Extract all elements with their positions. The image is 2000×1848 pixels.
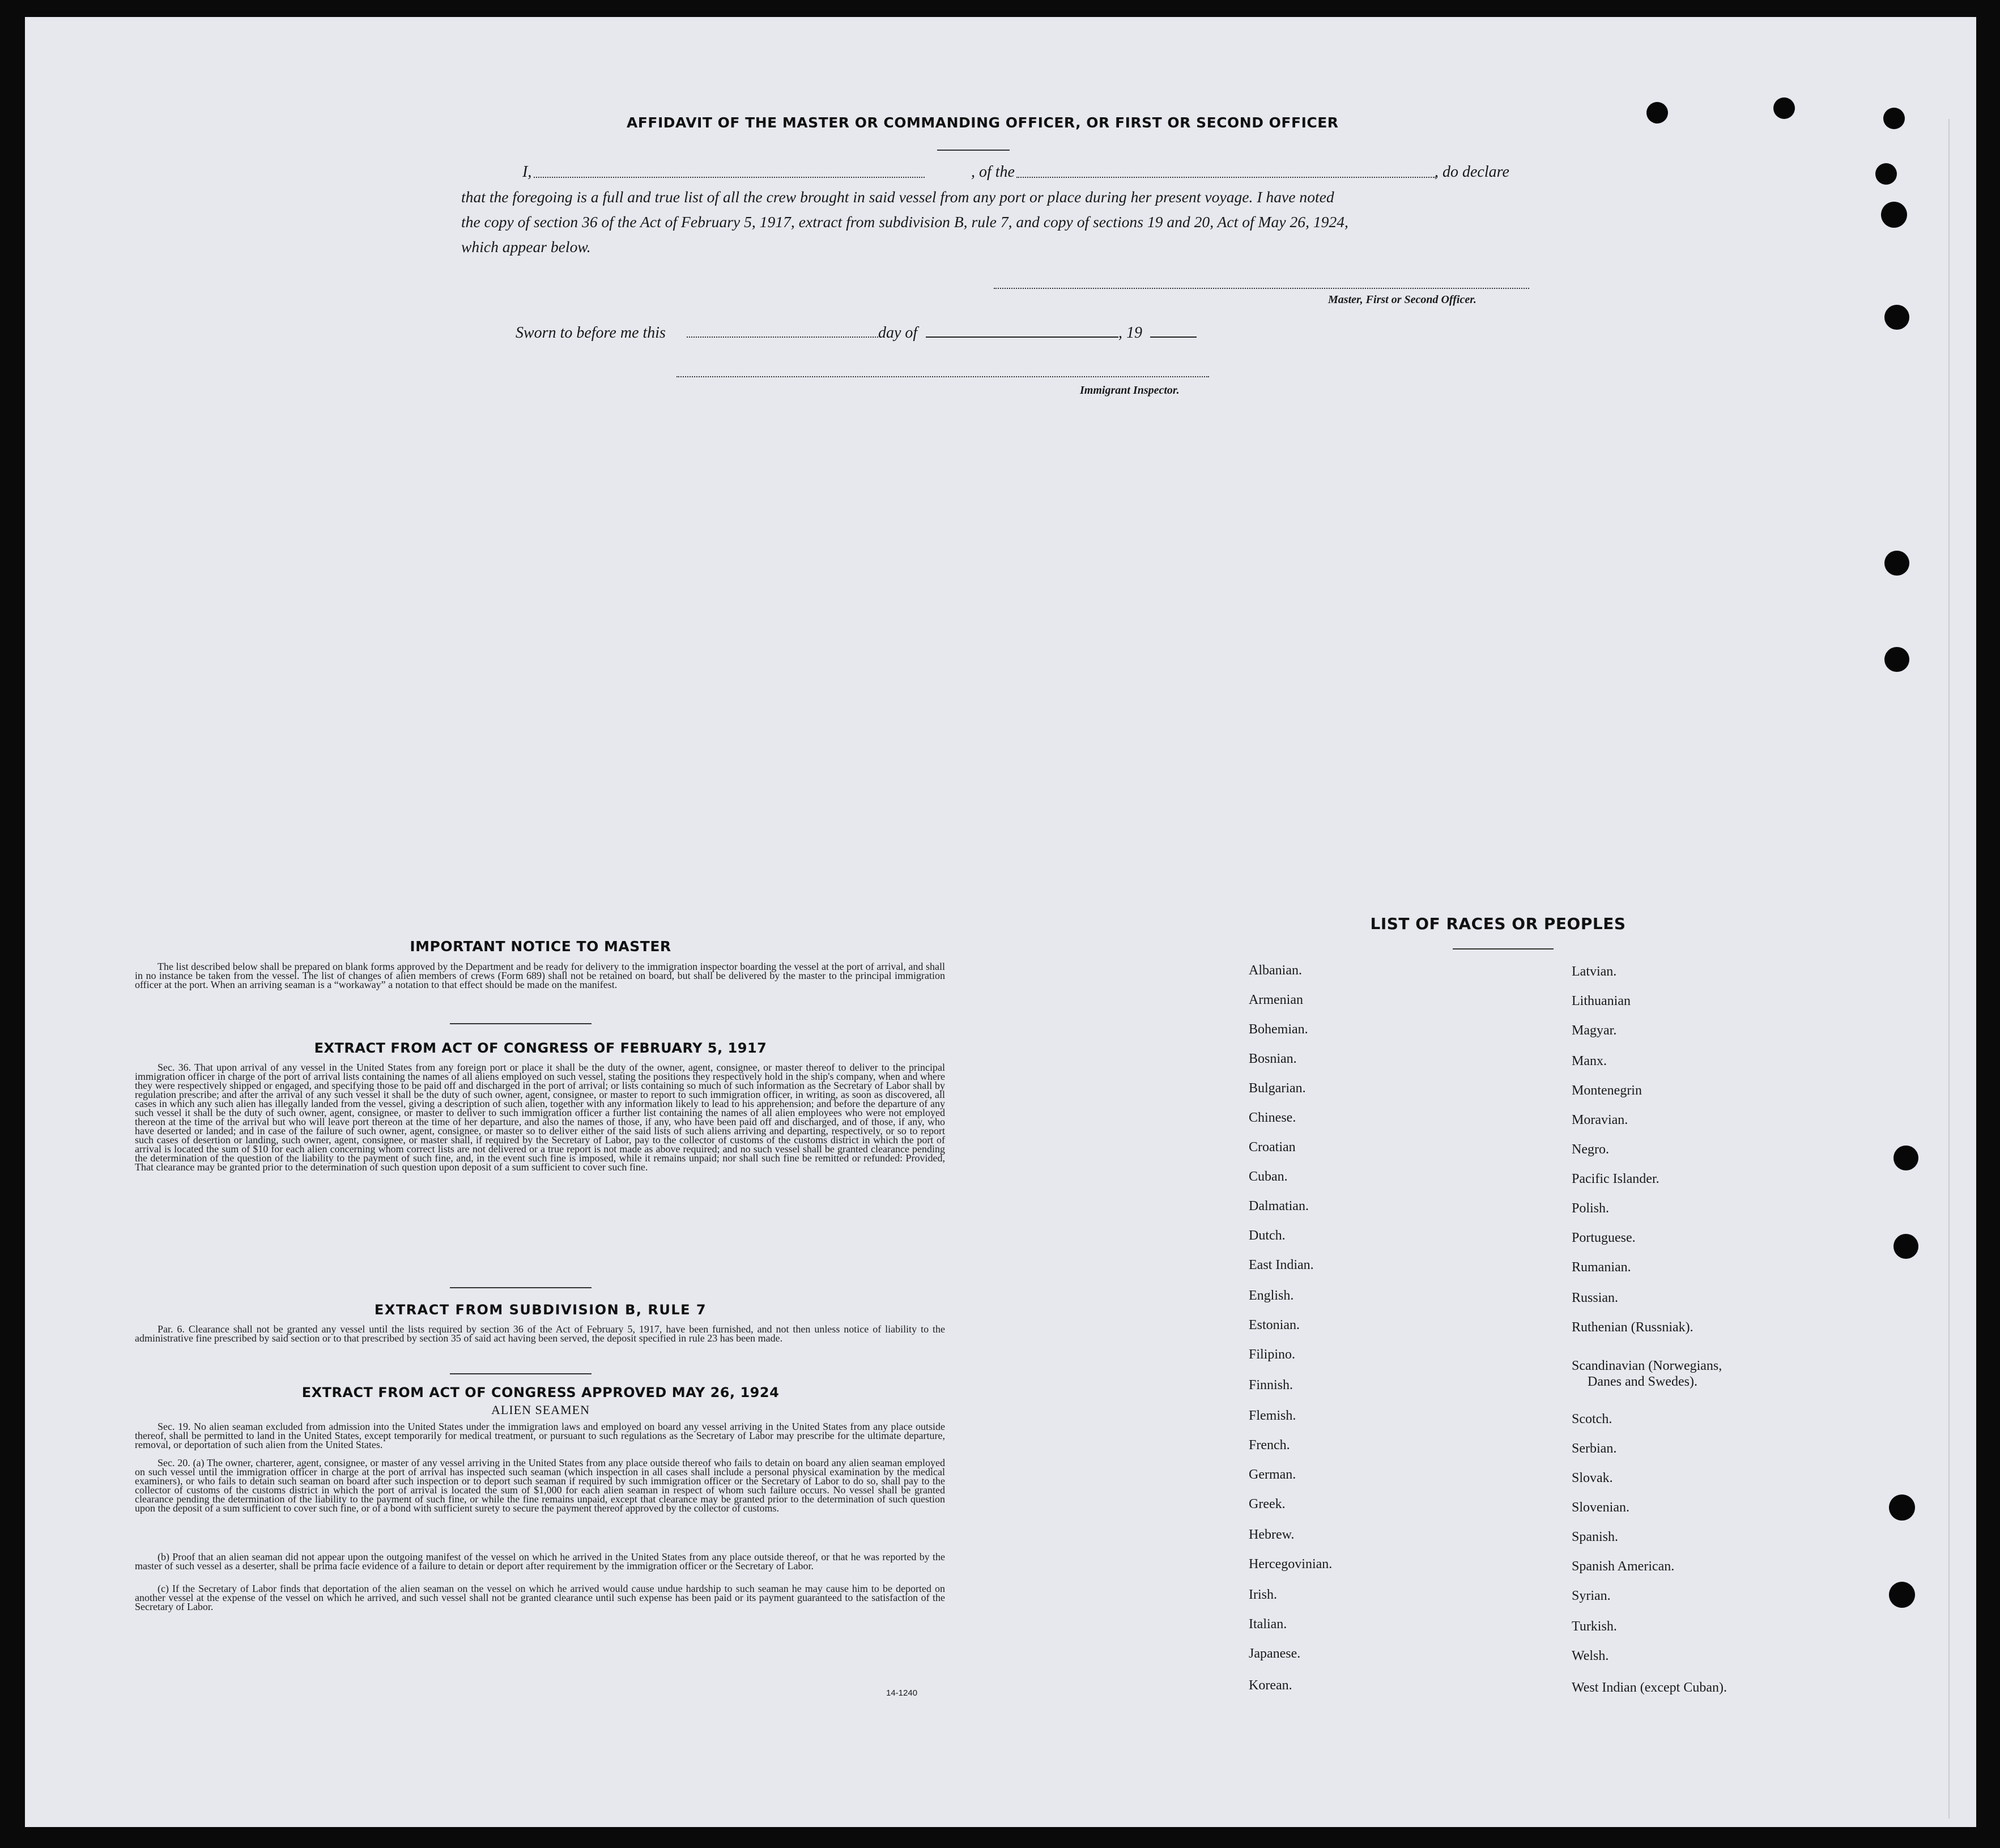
punch-hole — [1884, 647, 1909, 672]
race-item: Rumanian. — [1572, 1260, 1631, 1275]
extract-1917-title: EXTRACT FROM ACT OF CONGRESS OF FEBRUARY 5, 1917 — [314, 1040, 767, 1056]
sworn-label: Sworn to before me this — [516, 324, 666, 342]
race-item: Flemish. — [1249, 1408, 1296, 1423]
race-item: Moravian. — [1572, 1113, 1628, 1127]
race-item: Slovak. — [1572, 1471, 1613, 1485]
race-item: Cuban. — [1249, 1169, 1288, 1184]
race-item: Negro. — [1572, 1142, 1609, 1157]
race-item: Croatian — [1249, 1140, 1296, 1155]
races-title: LIST OF RACES OR PEOPLES — [1370, 914, 1626, 933]
race-item: West Indian (except Cuban). — [1572, 1680, 1727, 1695]
race-item: Armenian — [1249, 993, 1303, 1007]
month-line — [926, 337, 1118, 338]
fold-line — [1948, 119, 1950, 1819]
race-item: Ruthenian (Russniak). — [1572, 1320, 1693, 1335]
race-item: Scandinavian (Norwegians, — [1572, 1359, 1722, 1373]
inspector-signature-line — [676, 376, 1209, 377]
race-item: Portuguese. — [1572, 1230, 1636, 1245]
race-item: Albanian. — [1249, 963, 1302, 978]
race-item: Syrian. — [1572, 1589, 1611, 1603]
inspector-label: Immigrant Inspector. — [1080, 384, 1180, 397]
name-line — [534, 177, 925, 178]
affidavit-line-3: which appear below. — [461, 238, 591, 256]
race-item: Polish. — [1572, 1201, 1610, 1216]
race-item: Irish. — [1249, 1587, 1277, 1602]
race-item: Hebrew. — [1249, 1527, 1295, 1542]
notice-rule — [450, 1023, 592, 1024]
day-of-label: day of — [878, 324, 918, 342]
extract-1917-text: Sec. 36. That upon arrival of any vessel in the United States from any foreign port or place it shall be the duty of the owner, agent, consignee, or master thereof to deliver to the principal immigration officer in charge of the port of arrival lists containing the names of all aliens employed on such vessel, stating the positions they respectively hold in the ship's company, when and where they were respectively shipped or engaged, and specifying those to be paid off and discharged in the port of arrival; or lists containing so much of such information as the Secretary of Labor shall by regulation prescribe; and after the arrival of any such vessel it shall be the duty of such owner, agent, consignee, or master to report to such immigration officer, in writing, as soon as discovered, all cases in which any such alien has illegally landed from the vessel, giving a description of such alien, together with any information likely to lead to his apprehension; and before the departure of any such vessel it shall be the duty of such owner, agent, consignee, or master to deliver to such immigration officer a further list containing the names of all alien employees who were not employed thereon at the time of the arrival but who will leave port thereon at the time of her departure, and also the names of those, if any, who have been paid off and discharged, and of those, if any, who have deserted or landed; and in case of the failure of such owner, agent, consignee, or master so to deliver either of the said lists of such aliens arriving and departing, respectively, or so to report such cases of desertion or landing, such owner, agent, consignee, or master shall, if required by the Secretary of Labor, pay to the collector of customs of the customs district in which the port of arrival is located the sum of $10 for each alien concerning whom correct lists are not delivered or a true report is not made as above required; and no such vessel shall be granted clearance pending the determination of the question of the liability to the payment of such fine, and, in the event such fine is imposed, while it remains unpaid; nor shall such fine be remitted or refunded: Provided, That clearance may be granted prior to the determination of such question upon deposit of a sum sufficient to cover such fine. — [135, 1062, 945, 1173]
race-item: Filipino. — [1249, 1347, 1296, 1362]
of-the-label: , of the — [971, 163, 1015, 181]
race-item: East Indian. — [1249, 1258, 1314, 1272]
race-item: Bosnian. — [1249, 1051, 1297, 1066]
race-item: Hercegovinian. — [1249, 1557, 1333, 1572]
extract-rule7-title: EXTRACT FROM SUBDIVISION B, RULE 7 — [374, 1302, 707, 1318]
declare-label: , do declare — [1435, 163, 1509, 181]
year-line — [1150, 337, 1197, 338]
punch-hole — [1884, 551, 1909, 576]
master-signature-label: Master, First or Second Officer. — [1328, 293, 1476, 306]
manifest-sheet — [25, 17, 1976, 1827]
i-label: I, — [522, 163, 532, 181]
punch-hole — [1884, 305, 1909, 330]
race-item: English. — [1249, 1288, 1294, 1303]
alien-seamen-subtitle: ALIEN SEAMEN — [491, 1403, 590, 1417]
punch-hole — [1881, 202, 1907, 228]
affidavit-line-1: that the foregoing is a full and true list of all the crew brought in said vessel from any port or place during her present voyage. I have noted — [461, 188, 1334, 206]
extract-1924-title: EXTRACT FROM ACT OF CONGRESS APPROVED MAY 26, 1924 — [301, 1385, 780, 1400]
affidavit-line-2: the copy of section 36 of the Act of February 5, 1917, extract from subdivision B, rule 7, and copy of sections 19 and 20, Act of May 26, 1924, — [461, 213, 1348, 231]
race-item: Dalmatian. — [1249, 1199, 1309, 1213]
punch-hole — [1875, 163, 1897, 185]
title-rule — [937, 150, 1010, 151]
race-item: Serbian. — [1572, 1441, 1617, 1456]
race-item: Korean. — [1249, 1678, 1292, 1693]
punch-hole — [1773, 97, 1795, 119]
vessel-line — [1016, 177, 1436, 178]
race-item: Spanish American. — [1572, 1559, 1675, 1574]
race-item: Finnish. — [1249, 1378, 1293, 1393]
extract-1917-rule — [450, 1287, 592, 1288]
sec-20c-text: (c) If the Secretary of Labor finds that deportation of the alien seaman on the vessel on which he arrived would cause undue hardship to such seaman he may cause him to be deported on another vessel at the expense of the vessel on which he arrived, and such vessel shall not be granted clearance until such expense has been paid or its payment guaranteed to the satisfaction of the Secretary of Labor. — [135, 1583, 945, 1612]
punch-hole — [1893, 1234, 1918, 1259]
extract-rule7-rule — [450, 1373, 592, 1374]
race-item: Russian. — [1572, 1291, 1619, 1305]
race-item: Turkish. — [1572, 1619, 1617, 1634]
race-item: Dutch. — [1249, 1228, 1286, 1243]
notice-text: The list described below shall be prepared on blank forms approved by the Department and be ready for delivery to the immigration inspector boarding the vessel at the port of arrival, and shall in no instance be taken from the vessel. The list of changes of alien members of crews (Form 689) shall not be retained on board, but shall be delivered by the master to the principal immigration officer at the port. When an arriving seaman is a “workaway” a notation to that effect should be made on the manifest. — [135, 961, 945, 990]
extract-rule7-text: Par. 6. Clearance shall not be granted any vessel until the lists required by section 36 of the Act of February 5, 1917, have been furnished, and not then unless notice of liability to the administrative fine prescribed by said section or to that prescribed by section 35 of said act having been served, the deposit specified in rule 23 has been made. — [135, 1323, 945, 1344]
punch-hole — [1893, 1146, 1918, 1170]
punch-hole — [1883, 108, 1905, 129]
race-item: Manx. — [1572, 1054, 1607, 1068]
race-item: Slovenian. — [1572, 1500, 1629, 1515]
year-label: , 19 — [1118, 324, 1142, 342]
race-item: Chinese. — [1249, 1110, 1296, 1125]
races-rule — [1453, 948, 1554, 949]
race-item: French. — [1249, 1438, 1290, 1453]
race-item: German. — [1249, 1467, 1296, 1482]
punch-hole — [1646, 102, 1668, 124]
race-item: Greek. — [1249, 1497, 1286, 1511]
race-item: Bohemian. — [1249, 1022, 1308, 1037]
race-item: Lithuanian — [1572, 994, 1631, 1008]
affidavit-title: AFFIDAVIT OF THE MASTER OR COMMANDING OFFICER, OR FIRST OR SECOND OFFICER — [627, 114, 1339, 131]
race-item: Spanish. — [1572, 1530, 1619, 1544]
punch-hole — [1889, 1582, 1915, 1608]
race-item: Estonian. — [1249, 1318, 1300, 1332]
sec-19-text: Sec. 19. No alien seaman excluded from admission into the United States under the immigration laws and employed on board any vessel arriving in the United States from any place outside thereof, shall be permitted to land in the United States, except temporarily for medical treatment, or pursuant to such regulations as the Secretary of Labor may prescribe for the ultimate departure, removal, or deportation of such alien from the United States. — [135, 1421, 945, 1450]
race-item: Danes and Swedes). — [1588, 1374, 1697, 1389]
form-number: 14-1240 — [886, 1688, 918, 1698]
master-signature-line — [994, 288, 1529, 289]
race-item: Japanese. — [1249, 1646, 1301, 1661]
race-item: Latvian. — [1572, 964, 1617, 979]
race-item: Italian. — [1249, 1617, 1287, 1632]
notice-title: IMPORTANT NOTICE TO MASTER — [410, 938, 671, 955]
race-item: Scotch. — [1572, 1412, 1612, 1427]
sec-20b-text: (b) Proof that an alien seaman did not appear upon the outgoing manifest of the vessel on which he arrived in the United States from any place outside thereof, or that he was reported by the master of such vessel as a deserter, shall be prima facie evidence of a failure to detain or deport after requirement by the immigration officer or the Secretary of Labor. — [135, 1551, 945, 1572]
race-item: Montenegrin — [1572, 1083, 1642, 1098]
punch-hole — [1889, 1494, 1915, 1521]
race-item: Magyar. — [1572, 1023, 1617, 1038]
sec-20a-text: Sec. 20. (a) The owner, charterer, agent, consignee, or master of any vessel arriving in the United States from any place outside thereof who fails to detain on board any alien seaman employed on such vessel until the immigration officer in charge at the port of arrival has inspected such seaman (which inspection in all cases shall include a personal physical examination by the medical examiners), or who fails to detain such seaman on board after such inspection or to deport such seaman if required by such immigration officer or the Secretary of Labor to do so, shall pay to the collector of customs of the customs district in which the port of arrival is located the sum of $1,000 for each alien seaman in respect of whom such failure occurs. No vessel shall be granted clearance pending the determination of the liability to the payment of such fine, or while the fine remains unpaid, except that clearance may be granted prior to the determination of such question upon the deposit of a sum sufficient to cover such fine, or of a bond with sufficient surety to secure the payment thereof approved by the collector of customs. — [135, 1457, 945, 1514]
race-item: Pacific Islander. — [1572, 1172, 1659, 1186]
sworn-day-line — [687, 337, 878, 338]
race-item: Welsh. — [1572, 1649, 1609, 1663]
race-item: Bulgarian. — [1249, 1081, 1306, 1096]
